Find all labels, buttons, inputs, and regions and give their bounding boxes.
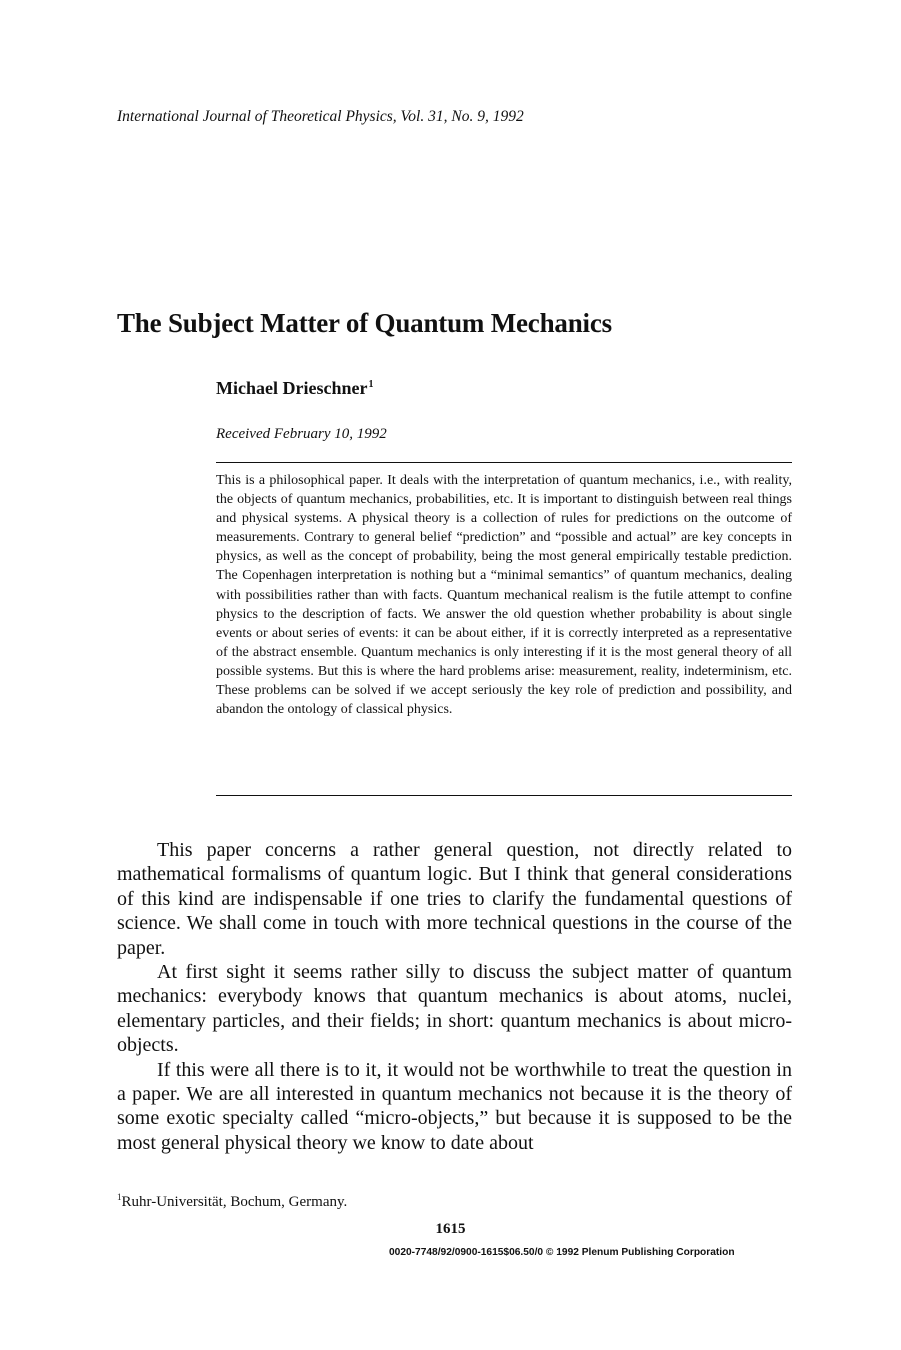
body-paragraph: If this were all there is to it, it would not be worthwhile to treat the question in a paper. We are all interested in quantum mechanics not because it is the theory of some exotic specialty called “micro-objects,” but because it is supposed to be the most general physical theory we know to date about — [117, 1058, 792, 1154]
author-line — [216, 378, 373, 399]
footnote — [117, 1192, 347, 1211]
abstract-top-rule — [216, 462, 792, 463]
journal-header: International Journal of Theoretical Physics, Vol. 31, No. 9, 1992 — [117, 108, 524, 125]
body-paragraph: This paper concerns a rather general question, not directly related to mathematical formalisms of quantum logic. But I think that general considerations of this kind are indispensable if one tries to clarify the fundamental questions of science. We shall come in touch with more technical questions in the course of the paper. — [117, 839, 792, 959]
abstract-text: This is a philosophical paper. It deals with the interpretation of quantum mechanics, i.e., with reality, the objects of quantum mechanics, probabilities, etc. It is important to distinguish between real things and physical systems. A physical theory is a collection of rules for predictions on the outcome of measurements. Contrary to general belief “prediction” and “possible and actual” are key concepts in physics, as well as the concept of probability, being the most general empirically testable prediction. The Copenhagen interpretation is nothing but a “minimal semantics” of quantum mechanics, dealing with possibilities rather than with facts. Quantum mechanical realism is the futile attempt to confine physics to the description of facts. We answer the old question whether probability is about single events or about series of events: it can be about either, if it is correctly interpreted as a representative of the abstract ensemble. Quantum mechanics is only interesting if it is the most general theory of all possible systems. But this is where the hard problems arise: measurement, reality, indeterminism, etc. These problems can be solved if we accept seriously the key role of prediction and possibility, and abandon the ontology of classical physics. — [216, 473, 792, 718]
body-text — [117, 838, 792, 1155]
received-date: Received February 10, 1992 — [216, 426, 387, 442]
body-paragraph: At first sight it seems rather silly to discuss the subject matter of quantum mechanics: everybody knows that quantum mechanics is about atoms, nuclei, elementary particles, and their fields; in short: quantum mechanics is about micro-objects. — [117, 961, 792, 1057]
author-footnote-mark: 1 — [368, 379, 374, 390]
footnote-text: Ruhr-Universität, Bochum, Germany. — [121, 1194, 348, 1210]
copyright-line: 0020-7748/92/0900-1615$06.50/0 © 1992 Plenum Publishing Corporation — [389, 1247, 735, 1258]
footnote-mark: 1 — [117, 1192, 122, 1202]
abstract-bottom-rule — [216, 795, 792, 796]
paper-title: The Subject Matter of Quantum Mechanics — [117, 308, 612, 338]
author-name: Michael Drieschner — [216, 378, 368, 398]
page-number: 1615 — [435, 1221, 466, 1237]
